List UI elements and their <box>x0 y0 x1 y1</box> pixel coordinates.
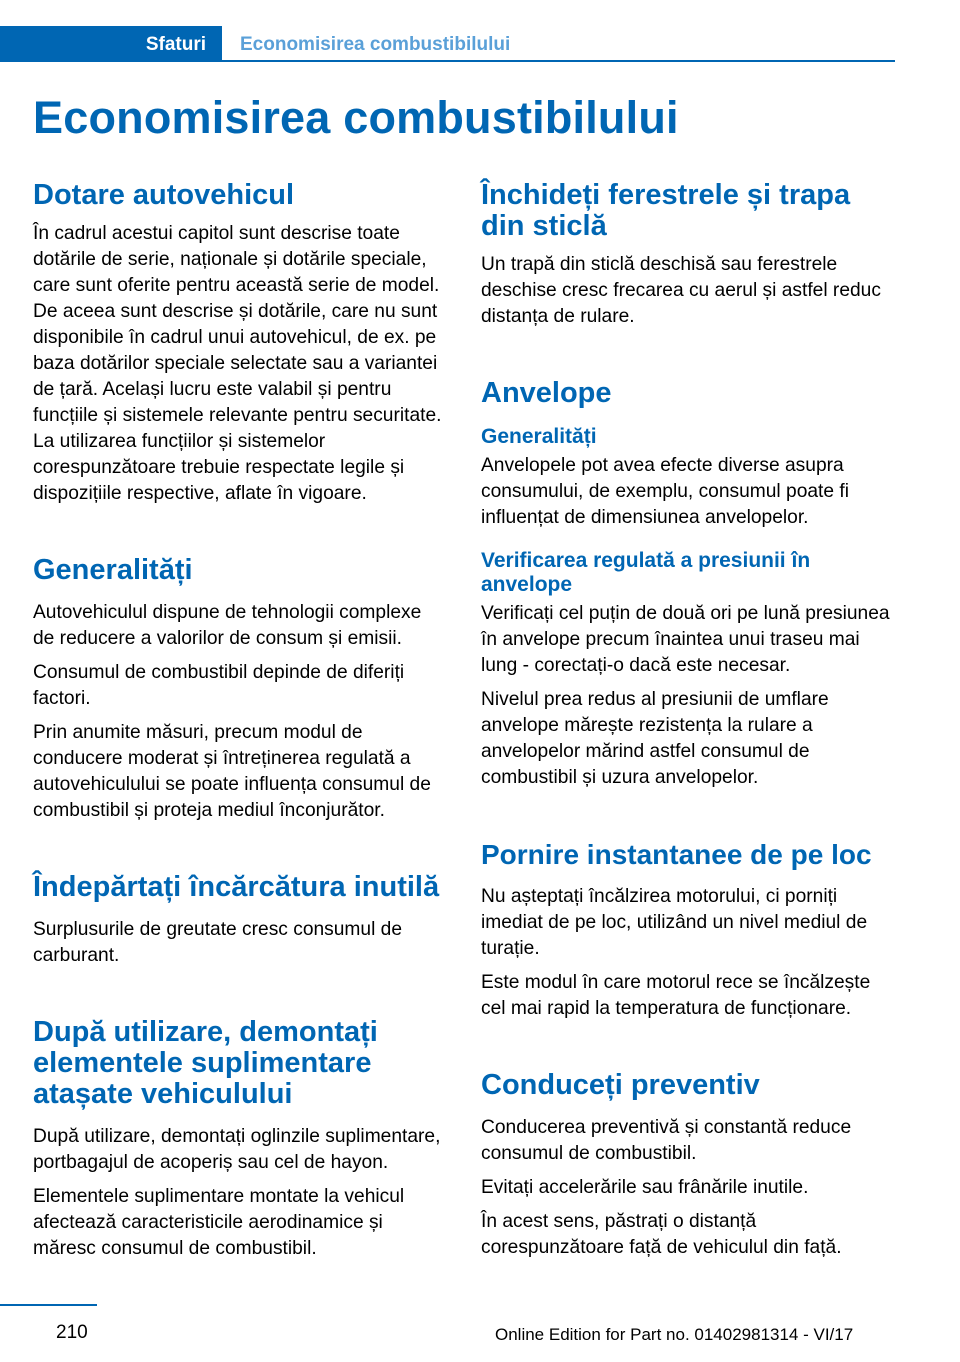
paragraph-generalitati-2: Consumul de combustibil depinde de diferiți factori. <box>33 662 405 709</box>
section-tab[interactable] <box>0 26 222 62</box>
page-number: 210 <box>56 1322 88 1343</box>
heading-generalitati: Generalități <box>33 554 193 586</box>
chapter-title: Economisirea combustibilului <box>240 34 511 55</box>
paragraph-ferestre: Un trapă din sticlă deschisă sau ferestrele deschise cresc frecarea cu aerul și astfel reduc distanța de rulare. <box>481 254 881 327</box>
paragraph-anvelope-1: Anvelopele pot avea efecte diverse asupra consumului, de exemplu, consumul poate fi influențat de dimensiunea anvelopelor. <box>481 455 849 528</box>
left-column <box>33 180 445 1270</box>
footer-rule <box>0 1304 97 1306</box>
heading-demontati: După utilizare, demontați elementele suplimentare atașate vehiculului <box>33 1016 378 1110</box>
subheading-generalitati: Generalități <box>481 425 597 448</box>
paragraph-pornire-2: Este modul în care motorul rece se încălzește cel mai rapid la temperatura de funcționare. <box>481 972 871 1019</box>
paragraph-generalitati-3: Prin anumite măsuri, precum modul de conducere moderat și întreținerea regulată a autovehiculului se poate influența consumul de combustibil și proteja mediul înconjurător. <box>33 722 431 821</box>
heading-anvelope: Anvelope <box>481 377 612 409</box>
paragraph-preventiv-3: În acest sens, păstrați o distanță corespunzătoare față de vehiculul din față. <box>481 1211 842 1258</box>
paragraph-preventiv-2: Evitați accelerările sau frânările inutile. <box>481 1177 809 1198</box>
heading-pornire: Pornire instantanee de pe loc <box>481 839 872 870</box>
paragraph-dotare: În cadrul acestui capitol sunt descrise toate dotările de serie, naționale și dotările speciale, care sunt oferite pentru această serie de model. De aceea sunt descrise și dotările, care nu sunt disponibile în cadrul unui autovehicul, de ex. pe baza dotărilor speciale selectate sau a variantei de țară. Același lucru este valabil și pentru funcțiile și sistemele relevante pentru securitate. La utilizarea funcțiilor și sistemelor corespunzătoare trebuie respectate legile și dispozițiile respective, aflate în vigoare. <box>33 223 442 504</box>
edition-note: Online Edition for Part no. 01402981314 - VI/17 <box>495 1325 854 1344</box>
heading-incarcatura: Îndepărtați încărcătura inutilă <box>33 871 440 903</box>
paragraph-demontati-2: Elementele suplimentare montate la vehicul afectează caracteristicile aerodinamice și măresc consumul de combustibil. <box>33 1186 405 1259</box>
paragraph-demontati-1: După utilizare, demontați oglinzile suplimentare, portbagajul de acoperiș sau cel de hayon. <box>33 1126 441 1173</box>
right-column <box>481 180 897 1269</box>
paragraph-presiune-1: Verificați cel puțin de două ori pe lună presiunea în anvelope precum înaintea unui traseu mai lung - corectați-o dacă este necesar. <box>481 603 890 676</box>
paragraph-preventiv-1: Conducerea preventivă și constantă reduce consumul de combustibil. <box>481 1117 852 1164</box>
heading-dotare: Dotare autovehicul <box>33 179 295 211</box>
header-rule <box>222 60 895 62</box>
paragraph-incarcatura: Surplusurile de greutate cresc consumul de carburant. <box>33 919 403 966</box>
header-bar <box>0 26 895 62</box>
heading-preventiv: Conduceți preventiv <box>481 1069 760 1101</box>
paragraph-presiune-2: Nivelul prea redus al presiunii de umflare anvelope mărește rezistența la rulare a anvelopelor mărind astfel consumul de combustibil și uzura anvelopelor. <box>481 689 829 788</box>
paragraph-pornire-1: Nu așteptați încălzirea motorului, ci porniți imediat de pe loc, utilizând un nivel mediul de turație. <box>481 886 868 959</box>
paragraph-generalitati-1: Autovehiculul dispune de tehnologii complexe de reducere a valorilor de consum și emisii. <box>33 602 422 649</box>
page-title: Economisirea combustibilului <box>33 92 679 143</box>
heading-ferestre: Închideți ferestrele și trapa din sticlă <box>481 179 851 242</box>
subheading-presiune: Verificarea regulată a presiunii în anvelope <box>481 549 811 596</box>
section-tab-label: Sfaturi <box>145 34 206 55</box>
